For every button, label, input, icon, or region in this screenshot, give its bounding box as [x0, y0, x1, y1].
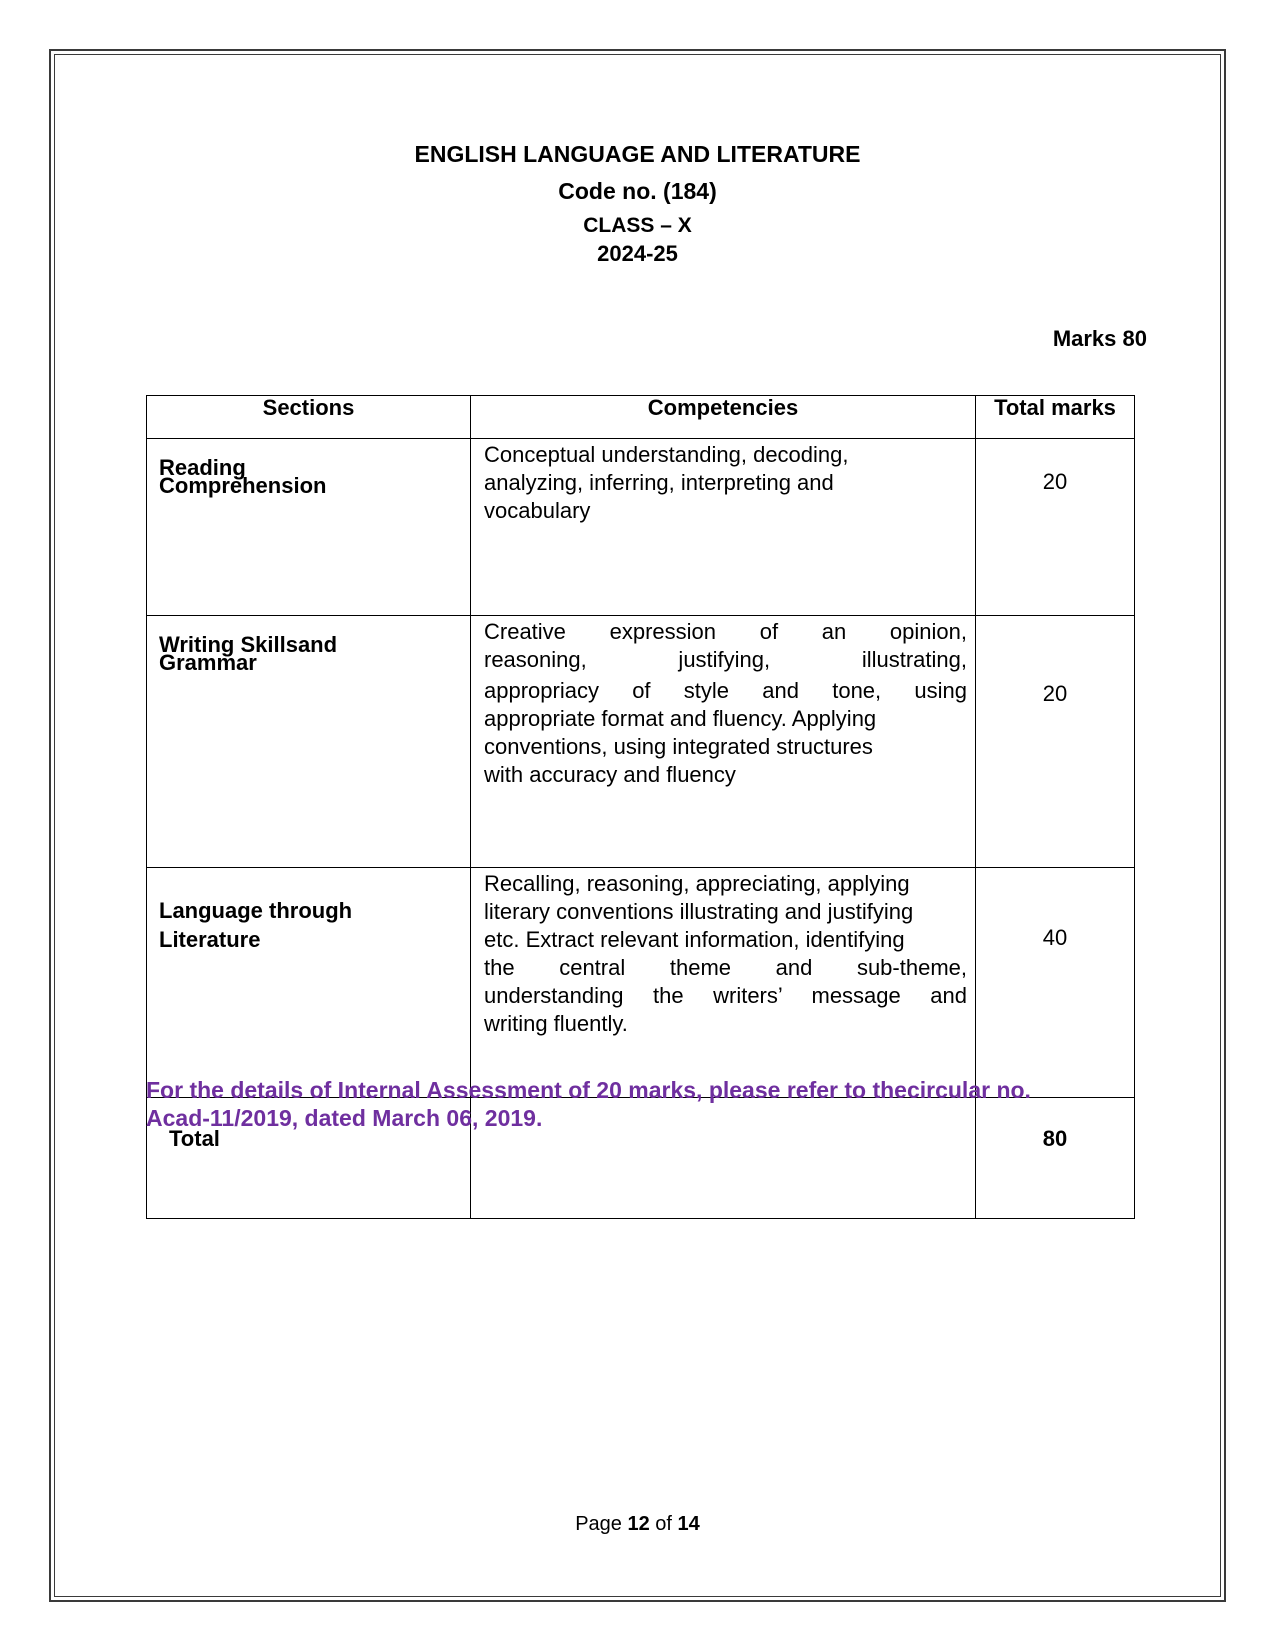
- subject-code: Code no. (184): [558, 178, 717, 204]
- competency-cell: [471, 868, 976, 1098]
- competency-text: writing fluently.: [484, 1011, 628, 1036]
- section-cell: [147, 616, 471, 868]
- competency-text: etc. Extract relevant information, identifying: [484, 927, 905, 952]
- marks-cell: 40: [976, 868, 1135, 1098]
- class-label: CLASS – X: [583, 214, 692, 237]
- current-page: 12: [627, 1513, 650, 1535]
- competency-text: literary conventions illustrating and justifying: [484, 899, 914, 924]
- max-marks: Marks 80: [1052, 326, 1147, 351]
- table-row: [147, 439, 1135, 616]
- header-total-marks: Total marks: [976, 396, 1135, 439]
- section-name: Writing Skillsand: [159, 632, 338, 657]
- header-competencies: Competencies: [471, 396, 976, 439]
- competency-text: Creative expression of an opinion,: [484, 619, 967, 644]
- competency-text: understanding the writers’ message and: [484, 983, 967, 1008]
- competency-text: analyzing, inferring, interpreting and: [484, 470, 834, 495]
- competency-text: appropriate format and fluency. Applying: [484, 706, 877, 731]
- section-name: Reading: [159, 455, 246, 480]
- table-row: [147, 868, 1135, 1098]
- section-name: Grammar: [159, 650, 257, 675]
- page-word: Page: [575, 1513, 622, 1535]
- competency-text: conventions, using integrated structures: [484, 734, 873, 759]
- marks-cell: 20: [976, 439, 1135, 616]
- of-word: of: [655, 1513, 672, 1535]
- competency-text: Conceptual understanding, decoding,: [484, 442, 849, 467]
- competency-text: Recalling, reasoning, appreciating, applying: [484, 871, 910, 896]
- academic-year: 2024-25: [597, 241, 678, 266]
- marks-cell: 20: [976, 616, 1135, 868]
- section-name: Language through: [159, 898, 353, 923]
- competency-text: reasoning, justifying, illustrating,: [484, 647, 967, 672]
- section-name: Comprehension: [159, 473, 327, 498]
- competency-cell: [471, 616, 976, 868]
- table-row: [147, 616, 1135, 868]
- competency-cell: [471, 439, 976, 616]
- total-pages: 14: [677, 1513, 700, 1535]
- table-header-row: [147, 396, 1135, 439]
- note-line: For the details of Internal Assessment of 20 marks, please refer to thecircular no.: [146, 1077, 1031, 1103]
- page-number: [0, 1513, 1275, 1536]
- competency-text: with accuracy and fluency: [484, 762, 736, 787]
- competency-text: the central theme and sub-theme,: [484, 955, 967, 980]
- internal-assessment-note: [146, 1076, 1146, 1132]
- header-sections: Sections: [147, 396, 471, 439]
- section-name: Literature: [159, 927, 261, 952]
- document-title: ENGLISH LANGUAGE AND LITERATURE: [414, 141, 861, 167]
- section-cell: [147, 868, 471, 1098]
- total-value: 80: [976, 1098, 1135, 1219]
- total-label: Total: [147, 1098, 471, 1219]
- competency-text: vocabulary: [484, 498, 591, 523]
- competency-text: appropriacy of style and tone, using: [484, 678, 967, 703]
- section-cell: [147, 439, 471, 616]
- note-line: Acad-11/2019, dated March 06, 2019.: [146, 1105, 543, 1131]
